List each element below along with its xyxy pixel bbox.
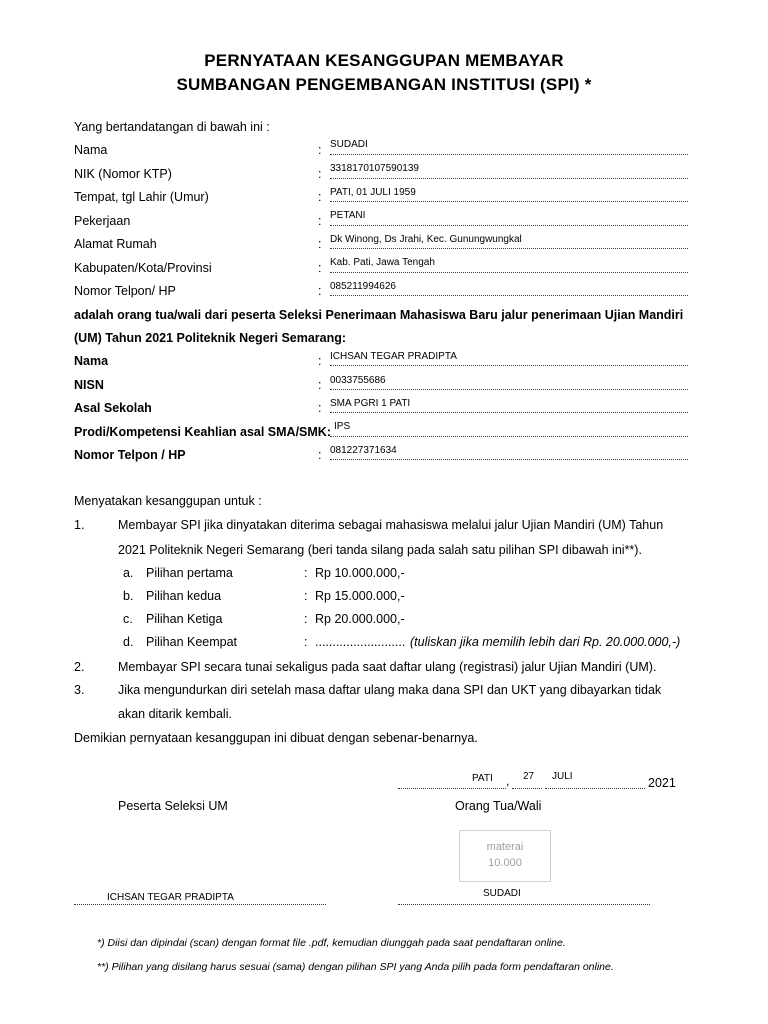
parent-region-label: Kabupaten/Kota/Provinsi: [74, 261, 212, 275]
option-letter: a.: [123, 566, 134, 580]
student-nisn-label: NISN: [74, 378, 104, 392]
student-major-label: Prodi/Kompetensi Keahlian asal SMA/SMK:: [74, 425, 331, 439]
fill-line: [330, 388, 688, 390]
item3-line2: akan ditarik kembali.: [118, 707, 232, 721]
item1-line1: Membayar SPI jika dinyatakan diterima sebagai mahasiswa melalui jalur Ujian Mandiri (UM) Tahun: [118, 518, 664, 532]
colon: :: [318, 284, 322, 298]
fill-line: [330, 247, 688, 249]
item-number-3: 3.: [74, 683, 85, 697]
document-title-line1: PERNYATAAN KESANGGUPAN MEMBAYAR: [204, 51, 564, 70]
item2-text: Membayar SPI secara tunai sekaligus pada saat daftar ulang (registrasi) jalur Ujian Mandiri (UM).: [118, 660, 657, 674]
date-month-line: [545, 787, 645, 789]
date-place-line: [398, 787, 506, 789]
parent-name-value[interactable]: SUDADI: [330, 139, 368, 150]
colon: :: [318, 167, 322, 181]
relation-text-line1: adalah orang tua/wali dari peserta Seleksi Penerimaan Mahasiswa Baru jalur penerimaan Ujian Mandiri: [74, 308, 684, 322]
parent-job-label: Pekerjaan: [74, 214, 131, 228]
parent-name-label: Nama: [74, 143, 108, 157]
option-letter: c.: [123, 612, 133, 626]
colon: :: [318, 448, 322, 462]
option-value: Rp 20.000.000,-: [315, 612, 405, 626]
colon: :: [304, 635, 308, 649]
colon: :: [318, 401, 322, 415]
option-name: Pilihan pertama: [146, 566, 233, 580]
document-title-line2: SUMBANGAN PENGEMBANGAN INSTITUSI (SPI) *: [176, 75, 592, 94]
parent-address-label: Alamat Rumah: [74, 237, 157, 251]
option-name: Pilihan kedua: [146, 589, 222, 603]
student-name-label: Nama: [74, 354, 109, 368]
colon: :: [318, 354, 322, 368]
participant-label: Peserta Seleksi UM: [118, 799, 228, 813]
parent-phone-value[interactable]: 085211994626: [330, 281, 396, 292]
fill-line: [330, 153, 688, 155]
item-number-2: 2.: [74, 660, 85, 674]
option-value[interactable]: ..........................: [315, 635, 406, 649]
option-note: (tuliskan jika memilih lebih dari Rp. 20.000.000,-): [410, 635, 681, 649]
fill-line: [330, 435, 688, 437]
fill-line: [330, 200, 688, 202]
parent-region-value[interactable]: Kab. Pati, Jawa Tengah: [330, 257, 435, 268]
student-phone-value[interactable]: 081227371634: [330, 445, 397, 456]
item1-line2: 2021 Politeknik Negeri Semarang (beri tanda silang pada salah satu pilihan SPI dibawah ini**).: [118, 543, 642, 557]
option-name: Pilihan Ketiga: [146, 612, 223, 626]
parent-phone-label: Nomor Telpon/ HP: [74, 284, 176, 298]
participant-name-value[interactable]: ICHSAN TEGAR PRADIPTA: [107, 892, 234, 903]
student-name-value[interactable]: ICHSAN TEGAR PRADIPTA: [330, 351, 457, 362]
date-day-value[interactable]: 27: [523, 771, 535, 782]
date-comma: ,: [506, 774, 510, 788]
relation-text-line2: (UM) Tahun 2021 Politeknik Negeri Semarang:: [74, 331, 347, 345]
colon: :: [318, 190, 322, 204]
footnote-1: *) Diisi dan dipindai (scan) dengan format file .pdf, kemudian diunggah pada saat pendaftaran online.: [97, 937, 566, 949]
option-letter: d.: [123, 635, 134, 649]
item-number-1: 1.: [74, 518, 85, 532]
stamp-label: materai: [486, 841, 524, 853]
colon: :: [304, 612, 308, 626]
colon: :: [318, 237, 322, 251]
parent-birth-label: Tempat, tgl Lahir (Umur): [74, 190, 209, 204]
parent-job-value[interactable]: PETANI: [330, 210, 366, 221]
fill-line: [330, 224, 688, 226]
student-school-label: Asal Sekolah: [74, 401, 152, 415]
colon: :: [318, 214, 322, 228]
duty-stamp-box: [459, 830, 551, 882]
colon: :: [318, 378, 322, 392]
student-nisn-value[interactable]: 0033755686: [330, 375, 386, 386]
fill-line: [330, 411, 688, 413]
colon: :: [318, 143, 322, 157]
date-day-line: [512, 787, 542, 789]
item3-line1: Jika mengundurkan diri setelah masa daftar ulang maka dana SPI dan UKT yang dibayarkan tidak: [118, 683, 662, 697]
student-school-value[interactable]: SMA PGRI 1 PATI: [330, 398, 411, 409]
fill-line: [330, 271, 688, 273]
colon: :: [304, 589, 308, 603]
stamp-amount: 10.000: [488, 857, 522, 869]
intro-text: Yang bertandatangan di bawah ini :: [74, 120, 270, 134]
option-value: Rp 15.000.000,-: [315, 589, 405, 603]
parent-nik-label: NIK (Nomor KTP): [74, 167, 172, 181]
option-name: Pilihan Keempat: [146, 635, 238, 649]
student-phone-label: Nomor Telpon / HP: [74, 448, 186, 462]
parent-address-value[interactable]: Dk Winong, Ds Jrahi, Kec. Gunungwungkal: [330, 234, 522, 245]
fill-line: [330, 177, 688, 179]
option-letter: b.: [123, 589, 134, 603]
date-place-value[interactable]: PATI: [472, 773, 493, 784]
parent-birth-value[interactable]: PATI, 01 JULI 1959: [330, 187, 416, 198]
colon: :: [318, 261, 322, 275]
date-month-value[interactable]: JULI: [552, 771, 573, 782]
fill-line: [330, 364, 688, 366]
parent-signature-line: [398, 903, 650, 905]
participant-signature-line: [74, 903, 326, 905]
colon: :: [304, 566, 308, 580]
fill-line: [330, 294, 688, 296]
date-year: 2021: [648, 776, 676, 790]
parent-nik-value[interactable]: 3318170107590139: [330, 163, 419, 174]
closing-statement: Demikian pernyataan kesanggupan ini dibuat dengan sebenar-benarnya.: [74, 731, 478, 745]
parent-label: Orang Tua/Wali: [455, 799, 542, 813]
parent-name-value[interactable]: SUDADI: [483, 888, 521, 899]
footnote-2: **) Pilihan yang disilang harus sesuai (sama) dengan pilihan SPI yang Anda pilih pada form pendaftaran online.: [97, 961, 614, 973]
student-major-value[interactable]: IPS: [334, 421, 351, 432]
fill-line: [330, 458, 688, 460]
option-value: Rp 10.000.000,-: [315, 566, 405, 580]
declare-intro: Menyatakan kesanggupan untuk :: [74, 494, 262, 508]
